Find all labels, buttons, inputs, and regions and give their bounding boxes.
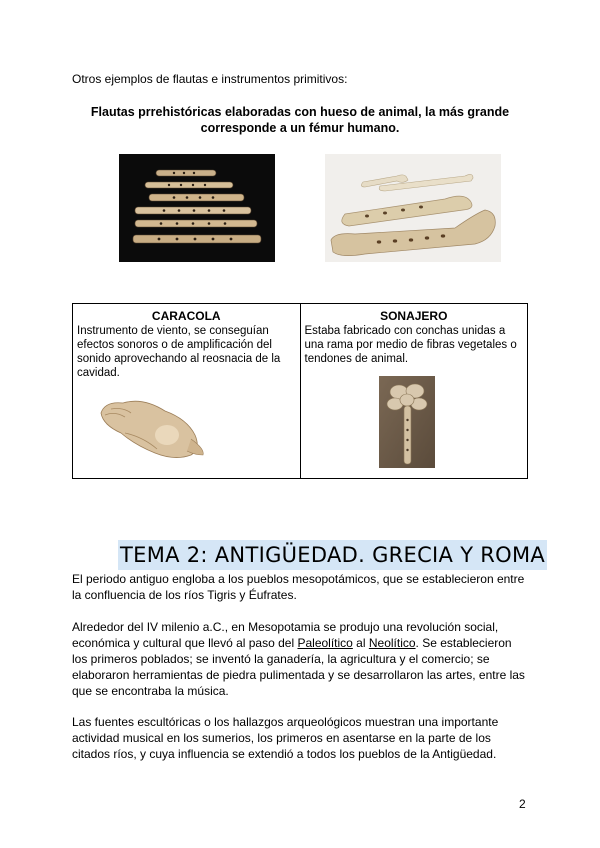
- paragraph-1: El periodo antiguo engloba a los pueblos mesopotámicos, que se establecieron entre la confluencia de los ríos Tigris y Éufrates.: [72, 572, 525, 602]
- paragraph-2-part-b: al: [352, 636, 369, 650]
- rattle-photo: [379, 376, 435, 468]
- bone-flutes-photo: [119, 154, 275, 262]
- sonajero-description: Estaba fabricado con conchas unidas a una rama por medio de fibras vegetales o tendones de animal.: [304, 325, 517, 365]
- neolitico-link[interactable]: Neolítico: [368, 636, 416, 650]
- conch-shell-photo: [95, 393, 207, 463]
- sonajero-title: SONAJERO: [380, 309, 448, 323]
- paragraph-2-part-a: Alrededor del IV milenio a.C., en Mesopotamia se produjo una revolución social, económica y cultural que llevó al paso del: [72, 620, 499, 650]
- paragraph-2: [72, 619, 528, 699]
- paleolitico-link[interactable]: Paleolítico: [297, 636, 353, 650]
- caracola-cell: [73, 304, 301, 479]
- caracola-title: CARACOLA: [151, 309, 221, 323]
- instruments-table: [72, 303, 528, 479]
- section-heading: TEMA 2: ANTIGÜEDAD. GRECIA Y ROMA: [118, 540, 547, 570]
- page-number: 2: [519, 797, 526, 811]
- caracola-description: Instrumento de viento, se conseguían efectos sonoros o de amplificación del sonido aprovechando al reosnacia de la cavidad.: [77, 325, 281, 379]
- intro-text: Otros ejemplos de flautas e instrumentos primitivos:: [72, 72, 348, 86]
- sonajero-cell: [300, 304, 528, 479]
- flutes-caption: Flautas prrehistóricas elaboradas con hueso de animal, la más grande corresponde a un fémur humano.: [90, 105, 510, 135]
- femur-flutes-photo: [325, 154, 501, 262]
- paragraph-2-part-c: . Se establecieron los primeros poblados; se inventó la ganadería, la agricultura y el comercio; se elaboraron herramientas de piedra pulimentada y se desarrollaron las artes, entre las que se encontraba la música.: [72, 636, 525, 698]
- paragraph-3: Las fuentes escultóricas o los hallazgos arqueológicos muestran una importante actividad musical en los sumerios, los primeros en asentarse en la parte de los citados ríos, y cuya influencia se extendió a todos los pueblos de la Antigüedad.: [72, 715, 499, 761]
